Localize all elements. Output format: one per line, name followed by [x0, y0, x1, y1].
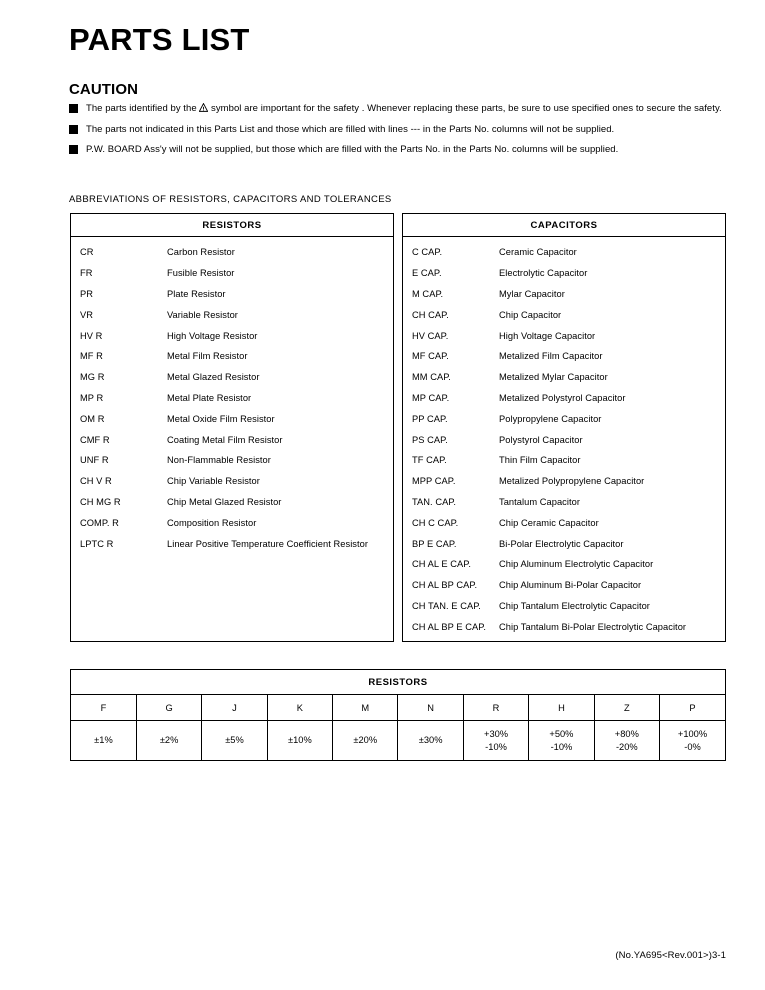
abbreviation-row: [71, 388, 393, 409]
abbreviation-row: [71, 492, 393, 513]
abbreviation-description: Non-Flammable Resistor: [167, 455, 271, 466]
abbreviation-code: BP E CAP.: [412, 538, 457, 549]
tolerance-value-line1: ±1%: [94, 735, 113, 746]
abbreviation-code: HV R: [80, 330, 103, 341]
abbreviation-code: VR: [80, 309, 94, 320]
abbreviation-row: [71, 242, 393, 263]
tolerance-value-cell: [71, 721, 136, 761]
tolerance-value-line1: +50%: [549, 729, 574, 739]
abbreviation-description: High Voltage Resistor: [167, 330, 258, 341]
abbreviation-row: [403, 263, 725, 284]
abbreviation-code: PS CAP.: [412, 434, 448, 445]
tolerance-value-cell: [333, 721, 398, 761]
tolerance-value-cell: [660, 721, 725, 761]
abbreviation-code: CH C CAP.: [412, 517, 459, 528]
tolerance-value-cell: [594, 721, 659, 761]
abbreviation-description: Chip Variable Resistor: [167, 476, 260, 487]
abbreviation-description: Thin Film Capacitor: [499, 455, 581, 466]
abbreviation-description: Carbon Resistor: [167, 247, 235, 258]
abbreviation-row: [403, 450, 725, 471]
abbreviation-description: Metalized Film Capacitor: [499, 351, 603, 362]
abbreviation-code: CMF R: [80, 434, 110, 445]
page-title: PARTS LIST: [69, 22, 250, 57]
abbreviation-code: COMP. R: [80, 517, 119, 528]
abbreviation-row: [403, 242, 725, 263]
abbreviation-description: Metalized Polypropylene Capacitor: [499, 476, 645, 487]
tolerance-value-line1: +30%: [484, 729, 509, 739]
abbreviation-row: [403, 512, 725, 533]
tolerance-code-cell: J: [202, 695, 267, 721]
abbreviation-description: Electrolytic Capacitor: [499, 268, 588, 279]
abbreviation-row: [403, 429, 725, 450]
abbreviation-row: [403, 304, 725, 325]
abbreviation-row: [71, 533, 393, 554]
tolerance-value-line1: ±30%: [418, 735, 443, 746]
abbreviation-row: [403, 388, 725, 409]
abbreviation-description: Bi-Polar Electrolytic Capacitor: [499, 538, 624, 549]
abbreviation-code: MF R: [80, 351, 103, 362]
tolerance-code-cell: G: [136, 695, 201, 721]
abbreviation-description: Metal Plate Resistor: [167, 392, 252, 403]
abbreviation-code: LPTC R: [80, 538, 114, 549]
abbreviation-row: [71, 408, 393, 429]
abbreviation-row: [71, 304, 393, 325]
tolerance-code-cell: Z: [594, 695, 659, 721]
abbreviation-description: Chip Aluminum Bi-Polar Capacitor: [499, 580, 642, 591]
abbreviation-description: Mylar Capacitor: [499, 288, 565, 299]
abbreviation-description: Metalized Polystyrol Capacitor: [499, 392, 626, 403]
tolerance-value-line2: -10%: [550, 741, 573, 752]
tolerance-title: RESISTORS: [71, 670, 725, 695]
resistors-table-body: [71, 237, 393, 554]
tolerance-value-cell: [267, 721, 332, 761]
caution-text-before: The parts identified by the: [86, 103, 200, 114]
abbreviation-code: TF CAP.: [412, 455, 447, 466]
abbreviation-description: Composition Resistor: [167, 517, 257, 528]
caution-item: [69, 143, 724, 157]
resistors-abbreviation-table: [70, 213, 394, 642]
abbreviation-description: Variable Resistor: [167, 309, 238, 320]
tolerance-value-cell: [529, 721, 594, 761]
abbreviation-code: CH MG R: [80, 496, 121, 507]
tolerance-value-line2: -20%: [615, 741, 638, 752]
resistors-table-header: RESISTORS: [71, 214, 393, 237]
tolerance-value-cell: [136, 721, 201, 761]
abbreviation-row: [403, 575, 725, 596]
tolerance-code-cell: N: [398, 695, 463, 721]
tolerance-value-line2: -10%: [485, 741, 507, 752]
tolerance-value-row: [71, 721, 725, 761]
abbreviation-row: [71, 450, 393, 471]
abbreviation-description: Metal Glazed Resistor: [167, 372, 260, 383]
abbreviation-row: [71, 512, 393, 533]
abbreviation-code: HV CAP.: [412, 330, 449, 341]
abbreviation-row: [403, 596, 725, 617]
abbreviation-description: Polypropylene Capacitor: [499, 413, 602, 424]
tolerance-head: [71, 670, 725, 721]
bullet-square-icon: [69, 104, 78, 113]
abbreviation-code: MPP CAP.: [412, 476, 456, 487]
tolerance-grid: [71, 670, 725, 760]
abbreviation-description: Polystyrol Capacitor: [499, 434, 583, 445]
tolerance-title-row: [71, 670, 725, 695]
abbreviation-code: TAN. CAP.: [412, 496, 457, 507]
abbreviation-description: Ceramic Capacitor: [499, 247, 577, 258]
abbreviation-code: OM R: [80, 413, 105, 424]
abbreviation-description: High Voltage Capacitor: [499, 330, 596, 341]
capacitors-abbreviation-table: [402, 213, 726, 642]
capacitors-table-header: CAPACITORS: [403, 214, 725, 237]
tolerance-value-line1: +100%: [677, 729, 708, 739]
tolerance-value-line1: ±20%: [353, 735, 378, 746]
abbreviation-row: [403, 471, 725, 492]
tolerance-code-cell: M: [333, 695, 398, 721]
abbreviation-row: [71, 325, 393, 346]
abbreviation-row: [403, 367, 725, 388]
caution-item-text: [86, 102, 722, 116]
abbreviation-row: [403, 492, 725, 513]
tolerance-code-cell: F: [71, 695, 136, 721]
tolerance-value-line2: -0%: [684, 741, 701, 752]
abbreviation-row: [403, 554, 725, 575]
abbreviation-code: E CAP.: [412, 268, 442, 279]
abbreviation-code: CH CAP.: [412, 309, 449, 320]
abbreviation-code: FR: [80, 268, 93, 279]
caution-list: [69, 102, 724, 164]
abbreviation-code: MG R: [80, 372, 105, 383]
abbreviation-row: [71, 429, 393, 450]
tolerance-code-cell: R: [463, 695, 528, 721]
capacitors-table-body: [403, 237, 725, 637]
abbreviation-code: CR: [80, 247, 94, 258]
caution-item-text: The parts not indicated in this Parts List and those which are filled with lines --- in the Parts No. columns will not be supplied.: [86, 123, 615, 135]
abbreviation-description: Chip Capacitor: [499, 309, 562, 320]
abbreviation-description: Chip Ceramic Capacitor: [499, 517, 599, 528]
bullet-square-icon: [69, 145, 78, 154]
warning-triangle-icon: [199, 103, 208, 112]
abbreviation-code: M CAP.: [412, 288, 444, 299]
abbreviation-row: [71, 263, 393, 284]
abbreviation-row: [71, 367, 393, 388]
abbreviation-description: Chip Aluminum Electrolytic Capacitor: [499, 559, 654, 570]
abbreviation-row: [71, 346, 393, 367]
abbreviation-row: [403, 533, 725, 554]
tolerance-code-cell: H: [529, 695, 594, 721]
abbreviation-code: C CAP.: [412, 247, 443, 258]
abbreviation-row: [403, 616, 725, 637]
tolerance-value-line1: ±10%: [288, 735, 312, 746]
caution-text-after: symbol are important for the safety . Whenever replacing these parts, be sure to use specified ones to secure the safety.: [208, 103, 722, 114]
tolerance-value-cell: [202, 721, 267, 761]
abbreviation-description: Chip Metal Glazed Resistor: [167, 496, 282, 507]
abbreviation-code: UNF R: [80, 455, 109, 466]
abbreviation-code: CH AL BP E CAP.: [412, 621, 486, 632]
abbreviation-code: CH AL BP CAP.: [412, 580, 478, 591]
caution-item: [69, 123, 724, 137]
abbreviation-code: MP CAP.: [412, 392, 450, 403]
abbreviation-code: PR: [80, 288, 94, 299]
bullet-square-icon: [69, 125, 78, 134]
tolerance-value-line1: ±2%: [159, 735, 179, 746]
abbreviation-code: CH V R: [80, 476, 112, 487]
abbreviation-description: Metal Oxide Film Resistor: [167, 413, 275, 424]
abbreviation-description: Chip Tantalum Bi-Polar Electrolytic Capacitor: [499, 621, 687, 632]
abbreviation-description: Plate Resistor: [167, 288, 226, 299]
tolerance-body: [71, 721, 725, 761]
caution-heading: CAUTION: [69, 81, 139, 98]
abbreviation-row: [403, 284, 725, 305]
abbreviation-code: PP CAP.: [412, 413, 448, 424]
tolerance-value-line1: +80%: [614, 729, 639, 739]
tolerance-code-row: [71, 695, 725, 721]
abbreviation-description: Tantalum Capacitor: [499, 496, 580, 507]
abbreviation-description: Fusible Resistor: [167, 268, 235, 279]
caution-item-text: P.W. BOARD Ass'y will not be supplied, but those which are filled with the Parts No. in the Parts No. columns will be supplied.: [86, 144, 619, 155]
tolerance-value-line1: ±5%: [225, 735, 244, 746]
tolerance-value-cell: [463, 721, 528, 761]
tolerance-code-cell: K: [267, 695, 332, 721]
abbreviation-description: Linear Positive Temperature Coefficient Resistor: [167, 538, 369, 549]
abbreviation-row: [71, 284, 393, 305]
abbreviation-row: [403, 325, 725, 346]
abbreviation-code: MF CAP.: [412, 351, 449, 362]
abbreviation-row: [71, 471, 393, 492]
abbreviation-description: Chip Tantalum Electrolytic Capacitor: [499, 600, 650, 611]
tolerance-code-cell: P: [660, 695, 725, 721]
abbreviation-code: CH AL E CAP.: [412, 559, 471, 570]
abbreviations-caption: ABBREVIATIONS OF RESISTORS, CAPACITORS AND TOLERANCES: [69, 194, 392, 205]
abbreviation-code: CH TAN. E CAP.: [412, 600, 481, 611]
footer-reference: (No.YA695<Rev.001>)3-1: [615, 950, 726, 961]
abbreviation-code: MP R: [80, 392, 104, 403]
abbreviation-code: MM CAP.: [412, 372, 451, 383]
abbreviation-description: Metalized Mylar Capacitor: [499, 372, 608, 383]
abbreviation-row: [403, 408, 725, 429]
tolerance-value-cell: [398, 721, 463, 761]
tolerance-table: [70, 669, 726, 761]
abbreviation-description: Coating Metal Film Resistor: [167, 434, 283, 445]
abbreviation-description: Metal Film Resistor: [167, 351, 248, 362]
caution-item: [69, 102, 724, 116]
abbreviation-row: [403, 346, 725, 367]
